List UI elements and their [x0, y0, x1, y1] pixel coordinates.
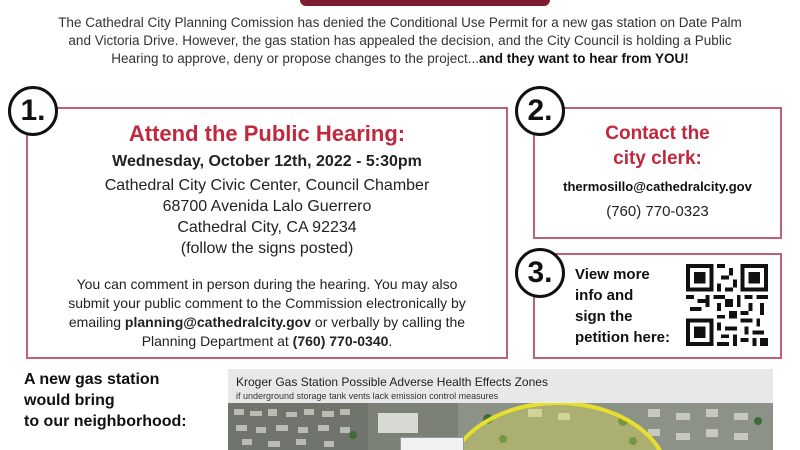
step-3-badge: 3. — [515, 248, 565, 298]
planning-phone[interactable]: (760) 770-0340 — [292, 333, 389, 349]
address-line: Cathedral City Civic Center, Council Chamber — [104, 177, 430, 194]
qr-code-icon[interactable] — [686, 264, 768, 346]
contact-clerk-heading — [535, 121, 780, 171]
comment-line-3 — [40, 313, 494, 332]
comment-instructions — [40, 275, 494, 351]
petition-cta-line: info and — [575, 287, 634, 304]
comment-line-4-post: . — [388, 333, 393, 349]
health-zones-map — [228, 369, 773, 450]
petition-cta — [575, 264, 670, 348]
clerk-email-link[interactable]: thermosillo@cathedralcity.gov — [563, 179, 752, 194]
intro-line-1: The Cathedral City Planning Comission has denied the Conditional Use Permit for a new gas station on Date Palm — [58, 15, 742, 30]
impact-heading-line: would bring — [24, 392, 115, 409]
top-banner-strip — [300, 0, 550, 6]
hearing-date: Wednesday, October 12th, 2022 - 5:30pm — [112, 153, 422, 170]
address-line: 68700 Avenida Lalo Guerrero — [162, 198, 372, 215]
comment-line-3-pre: emailing — [68, 314, 125, 330]
comment-line-2: submit your public comment to the Commission electronically by — [68, 295, 466, 311]
intro-line-3-text: Hearing to approve, deny or propose changes to the project... — [111, 51, 479, 66]
intro-line-3 — [20, 50, 780, 68]
comment-line-4 — [40, 332, 494, 351]
address-line: Cathedral City, CA 92234 — [177, 219, 357, 236]
intro-line-2: and Victoria Drive. However, the gas station has appealed the decision, and the City Council is holding a Public — [68, 33, 732, 48]
petition-cta-line: petition here: — [575, 329, 671, 346]
comment-line-1: You can comment in person during the hearing. You may also — [76, 276, 458, 292]
impact-heading-line: to our neighborhood: — [24, 413, 187, 430]
step-1-badge: 1. — [8, 86, 58, 136]
map-title: Kroger Gas Station Possible Adverse Health Effects Zones — [236, 375, 548, 389]
address-line: (follow the signs posted) — [180, 240, 354, 257]
impact-heading-line: A new gas station — [24, 371, 160, 388]
contact-clerk-box — [533, 107, 782, 239]
attend-hearing-box — [26, 107, 508, 359]
petition-cta-line: View more — [575, 266, 650, 283]
impact-heading — [24, 369, 187, 432]
contact-clerk-heading-line-1: Contact the — [605, 123, 710, 144]
hearing-address — [28, 175, 506, 259]
attend-hearing-heading: Attend the Public Hearing: — [128, 121, 406, 146]
comment-line-4-pre: Planning Department at — [141, 333, 293, 349]
petition-cta-line: sign the — [575, 308, 633, 325]
contact-clerk-heading-line-2: city clerk: — [613, 148, 702, 169]
planning-email-link[interactable]: planning@cathedralcity.gov — [124, 314, 312, 330]
clerk-phone[interactable]: (760) 770-0323 — [606, 203, 709, 220]
intro-call-to-action: and they want to hear from YOU! — [478, 51, 689, 66]
comment-line-3-post: or verbally by calling the — [311, 314, 466, 330]
map-subtitle: if underground storage tank vents lack emission control measures — [236, 391, 499, 401]
map-location-label — [400, 437, 464, 450]
petition-box — [533, 253, 782, 359]
step-2-badge: 2. — [515, 86, 565, 136]
intro-paragraph — [20, 14, 780, 68]
